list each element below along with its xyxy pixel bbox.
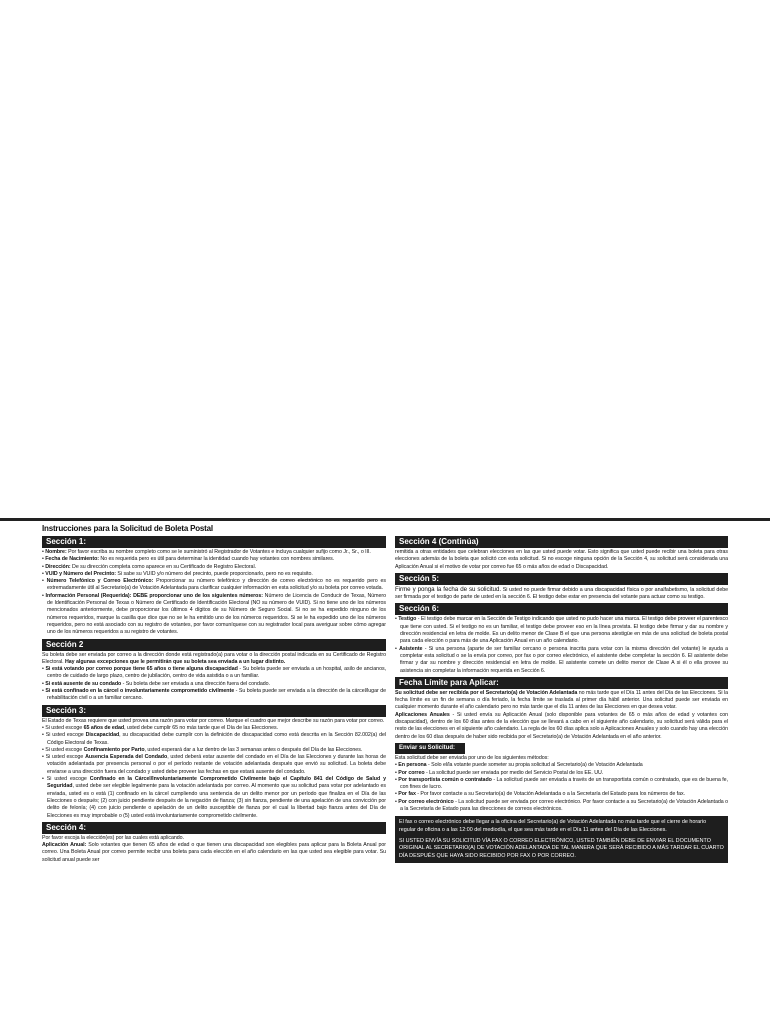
list-item: • VUID y Número del Precinto: Si sabe su VUID y/o número del precinto, puede proporcionarlo, pero no es requisito. [42,570,313,577]
section-1-body [42,549,386,637]
section-6-header: Sección 6: [395,603,728,615]
list-item: • Información Personal (Requerida): DEBE proporcionar uno de los siguientes números: Número de Licencia de Conducir de Texas, Número de Identificación Personal de Texas o Número de Certificado de Identificación Electoral (NO su número de VUID). Si no tiene uno de los números mencionados anteriormente, debe proporcionar los últimos 4 dígitos de su Número de Seguro Social. Si no se ha expedido ninguno de los números requeridos, marque la casilla que dice que no se le ha emitido uno de los números requeridos. Si se le ha expedido uno de los números requeridos, pero no está asociado con su registro de votantes, por favor comuníquese con su registrador local para averiguar sobre cómo agregar uno de los números requeridos a su registro de votantes. [42,592,386,636]
list-item: • Por correo electrónico - La solicitud puede ser enviada por correo electrónico. Por favor contacte a su Secretario(a) de Votación Adelantada o a la Secretaría de Estado para las direcciones de correos electrónicos. [395,798,728,813]
section-3-intro: El Estado de Texas requiere que usted provea una razón para votar por correo. Marque el cuadro que mejor describe su razón para votar por correo. [42,717,385,724]
list-item: • Si está ausente de su condado - Su boleta debe ser enviada a una dirección fuera del condado. [42,680,270,687]
left-column [42,536,386,1016]
list-item: • Si está confinado en la cárcel o involuntariamente comprometido civilmente - Su boleta puede ser enviada a la dirección de la cárcel/lugar de rehabilitación civil o a un familiar cercano. [42,688,386,702]
list-item: • Asistente - Si una persona (aparte de ser familiar cercano o persona inscrita para votar con la misma dirección del votante) le ayuda a completar esta solicitud o se la envía por correo, por fax o por correo electrónico, el asistente debe completar la sección 6. El asistente debe firmar y dar su nombre y dirección residencial en letra de molde. El asistente comete un delito menor de Clase A si él o ella provee su asistencia sin completar la información requerida en Sección 6. [395,645,728,674]
deadline-text: Su solicitud debe ser recibida por el Secretario(a) de Votación Adelantada no más tarde que el Día 11 antes del Día de las Elecciones. Si la fecha límite es un fin de semana o día feriado, la fecha límite se traslada al primer día hábil anterior. Una solicitud puede ser enviada en cualquier momento durante el año calendario pero no más tarde que el día 11 antes de las Elecciones en que desea votar. [395,689,728,711]
section-2-header: Sección 2 [42,639,386,651]
list-item: • En persona - Solo el/la votante puede someter su propia solicitud al Secretario(a) de Votación Adelantada [395,762,643,769]
section-4-continued-text: remitida a otras entidades que celebran elecciones en las que usted puede votar. Esto significa que usted puede recibir una boleta para otras elecciones además de la boleta que solicitó con esta solicitud. Si no escoge ninguna opción de la Sección 4, su solicitud será considerada una Aplicación Anual si el motivo de votar por correo fue 65 o más años de edad o Discapacidad. [395,549,728,570]
list-item: • Nombre: Por favor escriba su nombre completo como se le suministró al Registrador de Votantes e incluya cualquier sufijo como Jr., Sr., o III. [42,549,371,555]
deadline-header: Fecha Límite para Aplicar: [395,677,728,689]
section-1-header: Sección 1: [42,536,386,548]
top-rule [0,518,770,521]
section-4-header: Sección 4: [42,822,386,834]
section-5-header: Sección 5: [395,573,728,585]
list-item: • Si usted escoge Ausencia Esperada del Condado, usted deberá estar ausente del condado en el Día de las Elecciones y durante las horas de votación adelantada por presencia personal o por el período restante de votación adelantada después que envió su solicitud. La boleta debe enviarse a una dirección fuera del condado y usted debe proveer las fechas en que estará ausente del condado. [42,754,386,775]
document-title: Instrucciones para la Solicitud de Boleta Postal [42,524,213,533]
list-item: • Dirección: De su dirección completa como aparece en su Certificado de Registro Electoral. [42,563,257,570]
section-4-annual: Aplicación Anual: Solo votantes que tienen 65 años de edad o que tienen una discapacidad son elegibles para aplicar para la Boleta Anual por correo. Una Boleta Anual por correo permite recibir una boleta para cada elección en el año calendario en las que usted sea elegible para votar. Su solicitud anual puede ser [42,842,386,863]
right-column [395,536,728,1006]
fax-email-notice-box [395,816,728,862]
list-item: • Por correo - La solicitud puede ser enviada por medio del Servicio Postal de los EE. UU. [395,769,604,776]
list-item: • Si usted escoge Confinado en la Cárcel/Involuntariamente Comprometido Civilmente bajo el Capítulo 841 del Código de Salud y Seguridad, usted debe ser elegible legalmente para la votación adelantada por correo. Al momento que su solicitud para votar por adelantado es enviada, usted es o está (1) confinado en la cárcel cumpliendo una sentencia de un delito menor por un período que finaliza en el Día de las Elecciones o después; (2) con juicio pendiente después de la negación de fianza; (3) sin fianza, pendiente de una apelación de una convicción por delito de felonía; (4) con juicio pendiente o apelación de un delito susceptible de fianza por el cual la libertad bajo fianza antes del Día de Elecciones es muy improbable o (5) usted está involuntariamente comprometido civilmente. [42,776,386,819]
send-intro: Esta solicitud debe ser enviada por uno de los siguientes métodos: [395,754,549,761]
list-item: • Por transportista común o contratado - La solicitud puede ser enviada a través de un transportista común o contratado, que es de buena fe, con fines de lucro. [395,776,728,791]
section-2-intro: Su boleta debe ser enviada por correo a la dirección donde está registrado(a) para votar o la dirección postal indicada en su Certificado de Registro Electoral. Hay algunas excepciones que le permitirán que su boleta sea enviada a un lugar distinto. [42,651,386,665]
annual-applications-text: Aplicaciones Anuales - Si usted envía su Aplicación Anual (solo disponible para votantes de 65 o más años de edad y votantes con discapacidad), dentro de los 60 días antes de la elección que se llevará a cabo en el siguiente año calendario, su solicitud será válida para el resto de las elecciones en el siguiente año calendario. La regla de los 60 días aplica solo a Aplicaciones Anuales y solo cuando hay una elección dentro de los 60 días después de haber sido recibida por el Secretario(a) de Votación Adelantada en el año anterior. [395,711,728,740]
fax-email-deadline-text: El fax o correo electrónico debe llegar a la oficina del Secretario(a) de Votación Adelantada no más tarde que el cierre de horario regular de oficina o a las 12:00 del mediodía, el que sea más tarde en el Día 11 antes del Día de las Elecciones. [399,819,707,833]
list-item: • Testigo - El testigo debe marcar en la Sección de Testigo indicando que usted no pudo hacer una marca. El testigo debe proveer el parentesco que tiene con usted. Si el testigo no es un familiar, el testigo debe proveer eso en la línea provista. El testigo debe firmar y dar su nombre y dirección residencial en letra de molde. Es un delito menor de Clase B el que una persona atestigüe en más de una solicitud de boleta postal para cada elección o para más de una Aplicación Anual en un año calendario. [395,616,728,645]
send-application-header: Enviar su Solicitud: [395,743,465,754]
list-item: • Fecha de Nacimiento: No es requerida pero es útil para determinar la identidad cuando hay votantes con nombres similares. [42,556,335,563]
list-item: • Número Telefónico y Correo Electrónico: Proporcionar su número telefónico y dirección de correo electrónico no es requerido pero es extremadamente útil al Secretario(a) de Votación Adelantada para clarificar cualquier información en esta solicitud y/o su boleta por correo votada. [42,578,386,592]
section-3-header: Sección 3: [42,705,386,717]
list-item: • Por fax - Por favor contacte a su Secretario(a) de Votación Adelantada o a la Secretaría del Estado para los números de fax. [395,791,686,798]
list-item: • Si usted escoge 65 años de edad, usted debe cumplir 65 no más tarde que el Día de las Elecciones. [42,724,279,731]
list-item: • Si está votando por correo porque tiene 65 años o tiene alguna discapacidad - Su boleta puede ser enviada a un hospital, asilo de ancianos, centro de cuidado de largo plazo, centro de jubilación, centro de vida asistida o a un familiar. [42,666,386,680]
section-5-text: Firme y ponga la fecha de su solicitud. Si usted no puede firmar debido a una discapacidad física o por analfabetismo, la solicitud debe ser firmada por el testigo de parte de usted en la sección 6. El testigo debe estar en presencia del votante para actuar como su testigo. [395,585,728,601]
section-4-continued-header: Sección 4 (Continúa) [395,536,728,548]
list-item: • Si usted escoge Discapacidad, su discapacidad debe cumplir con la definición de discapacidad como está descrita en la Sección 82.002(a) del Código Electoral de Texas. [42,732,386,746]
section-4-intro: Por favor escoja la elección(es) por las cuales está aplicando. [42,834,185,841]
list-item: • Si usted escoge Confinamiento por Parto, usted esperará dar a luz dentro de las 3 semanas antes o después del Día de las Elecciones. [42,746,363,753]
original-document-notice: SI USTED ENVÍA SU SOLICITUD VÍA FAX O CORREO ELECTRÓNICO, USTED TAMBIÉN DEBE DE ENVIAR EL DOCUMENTO ORIGINAL AL SECRETARIO(A) DE VOTACIÓN ADELANTADA DE TAL MANERA QUE SERÁ RECIBIDO A MÁS TARDAR EL CUARTO DÍA DESPUÉS QUE HAYA SIDO RECIBIDO POR FAX O POR CORREO. [399,837,724,859]
